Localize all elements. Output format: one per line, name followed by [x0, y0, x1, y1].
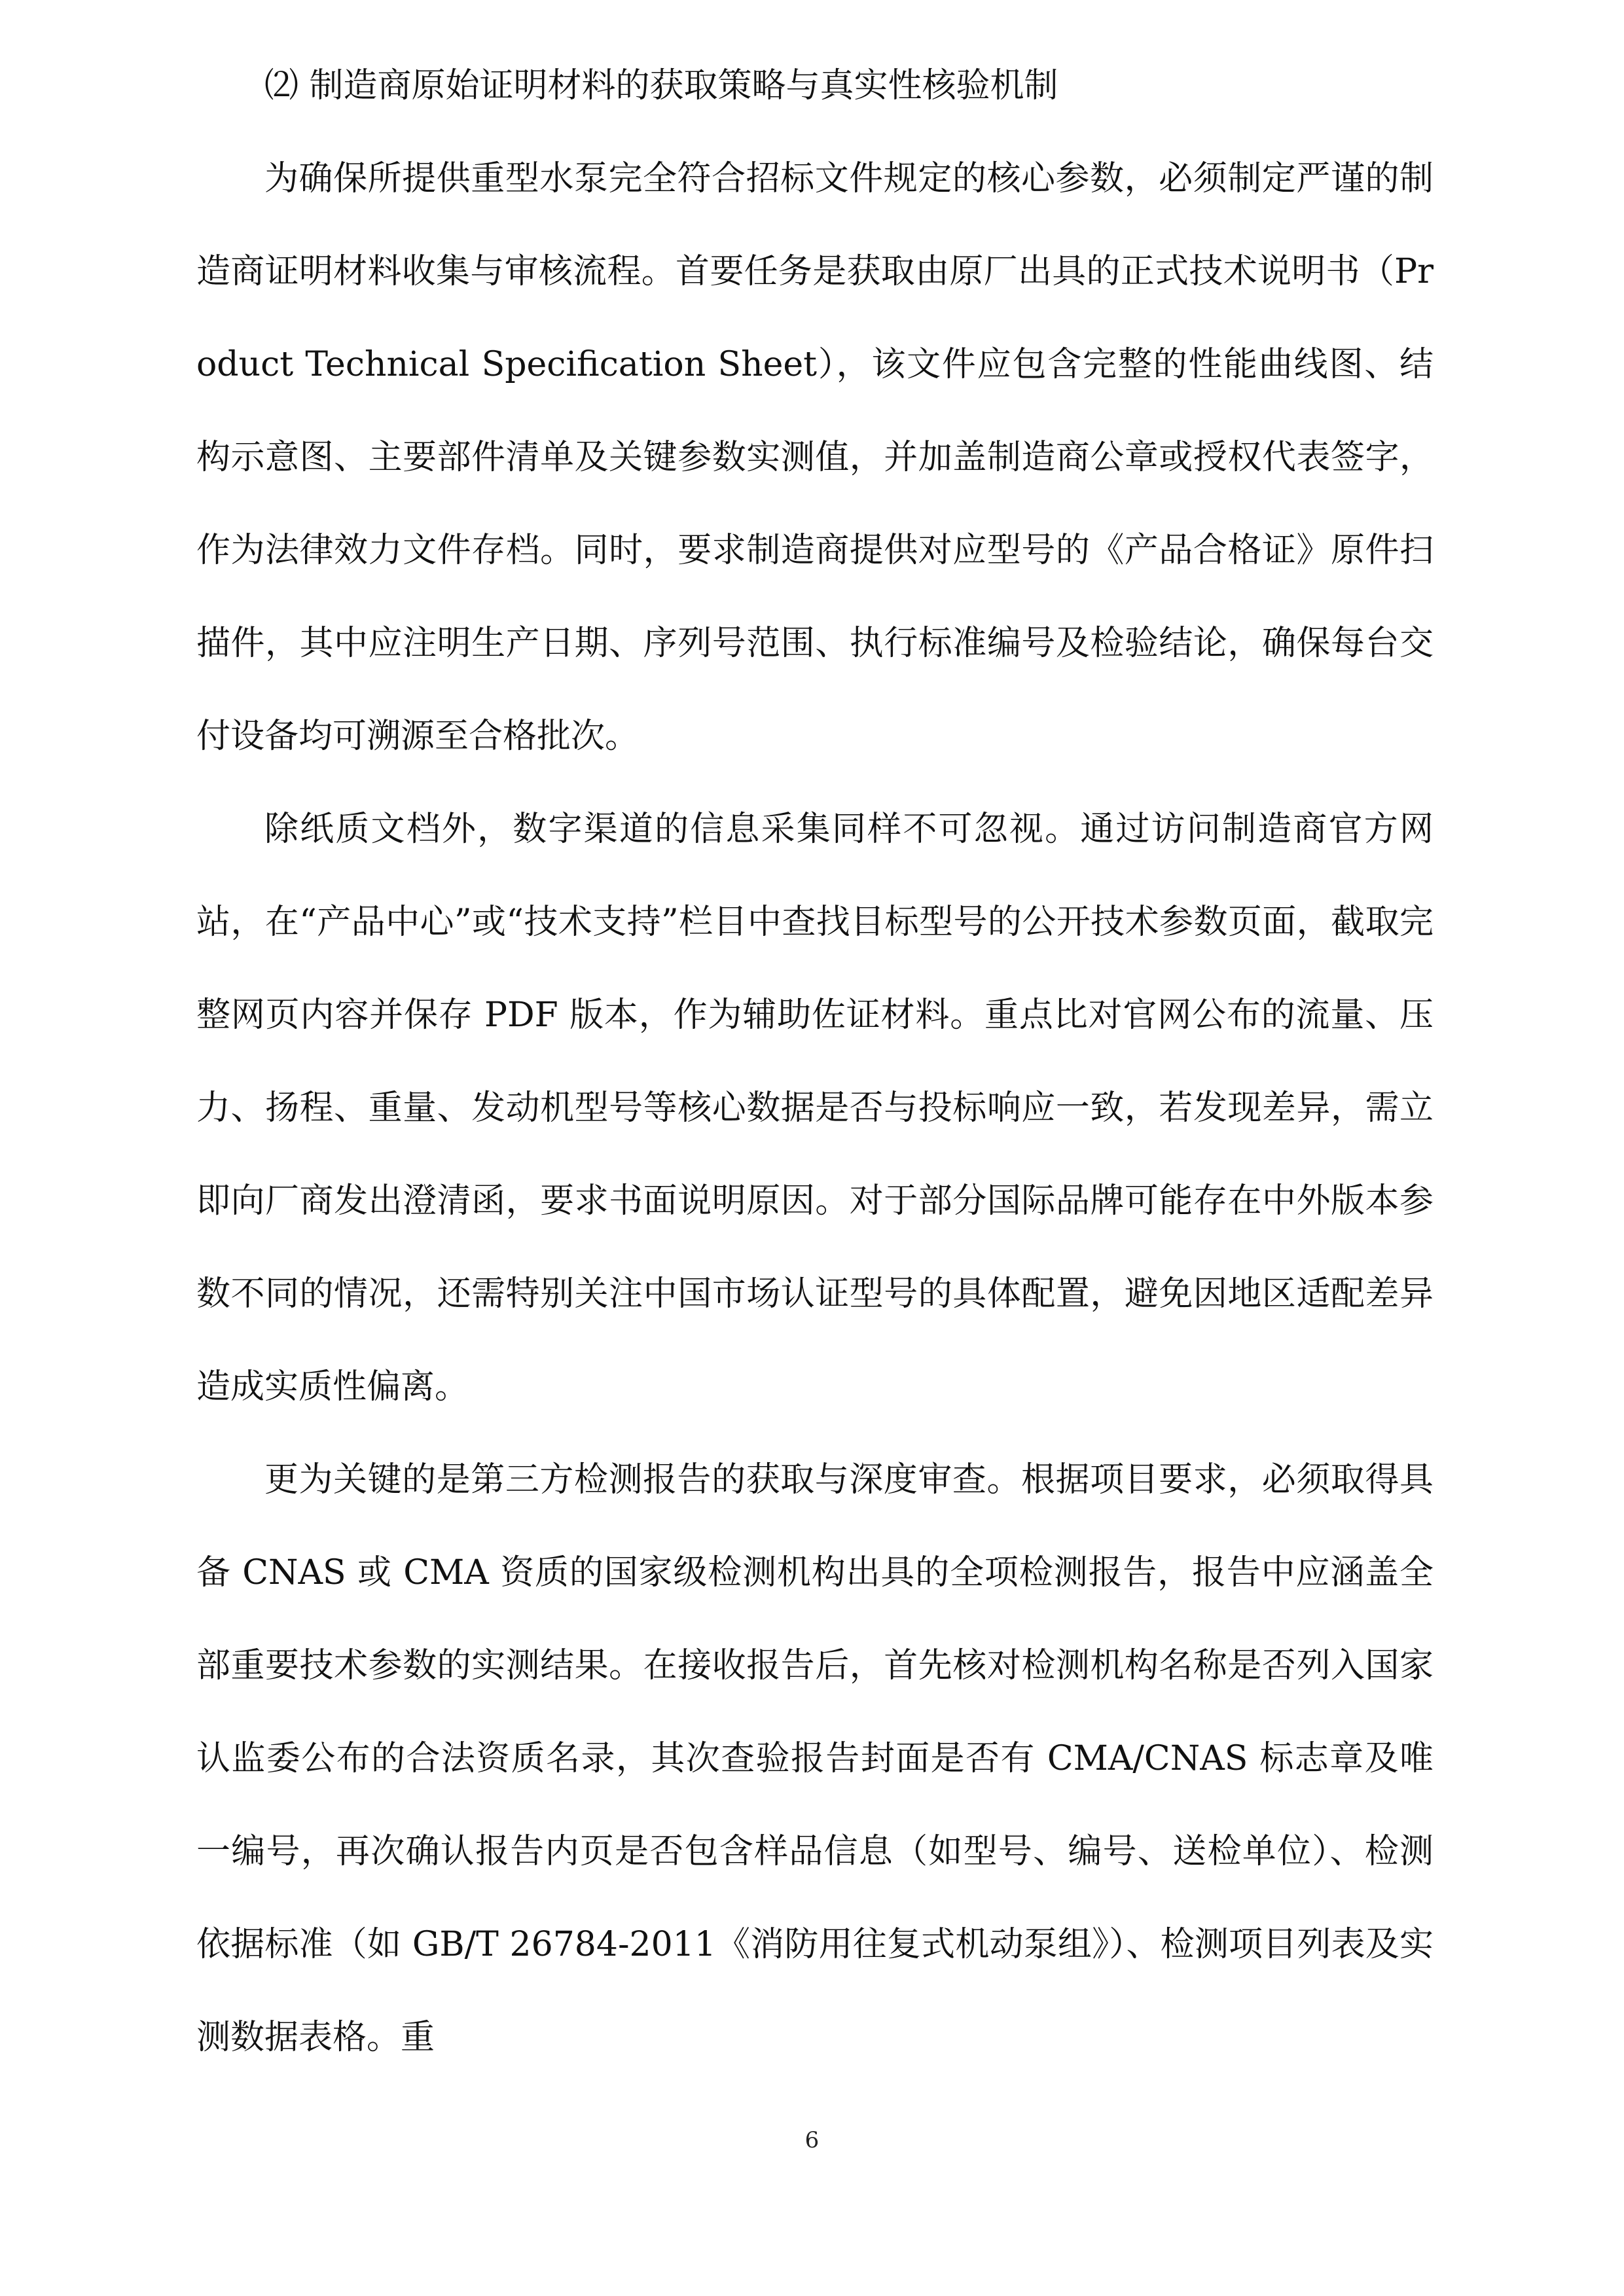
- paragraph-1: 为确保所提供重型水泵完全符合招标文件规定的核心参数，必须制定严谨的制造商证明材料收集与审核流程。首要任务是获取由原厂出具的正式技术说明书（Product Technical Specification Sheet），该文件应包含完整的性能曲线图、结构示意图、主要部件清单及关键参数实测值，并加盖制造商公章或授权代表签字，作为法律效力文件存档。同时，要求制造商提供对应型号的《产品合格证》原件扫描件，其中应注明生产日期、序列号范围、执行标准编号及检验结论，确保每台交付设备均可溯源至合格批次。: [196, 159, 1434, 756]
- paragraph-3: 更为关键的是第三方检测报告的获取与深度审查。根据项目要求，必须取得具备 CNAS 或 CMA 资质的国家级检测机构出具的全项检测报告，报告中应涵盖全部重要技术参数的实测结果。在接收报告后，首先核对检测机构名称是否列入国家认监委公布的合法资质名录，其次查验报告封面是否有 CMA/CNAS 标志章及唯一编号，再次确认报告内页是否包含样品信息（如型号、编号、送检单位）、检测依据标准（如 GB/T 26784-2011《消防用往复式机动泵组》）、检测项目列表及实测数据表格。重: [196, 1460, 1434, 2057]
- page-number: 6: [804, 2127, 820, 2153]
- section-heading: ⑵ 制造商原始证明材料的获取策略与真实性核验机制: [264, 66, 1058, 105]
- document-body: [196, 39, 1434, 2084]
- paragraph-2: 除纸质文档外，数字渠道的信息采集同样不可忽视。通过访问制造商官方网站，在“产品中心”或“技术支持”栏目中查找目标型号的公开技术参数页面，截取完整网页内容并保存 PDF 版本，作为辅助佐证材料。重点比对官网公布的流量、压力、扬程、重量、发动机型号等核心数据是否与投标响应一致，若发现差异，需立即向厂商发出澄清函，要求书面说明原因。对于部分国际品牌可能存在中外版本参数不同的情况，还需特别关注中国市场认证型号的具体配置，避免因地区适配差异造成实质性偏离。: [196, 810, 1434, 1407]
